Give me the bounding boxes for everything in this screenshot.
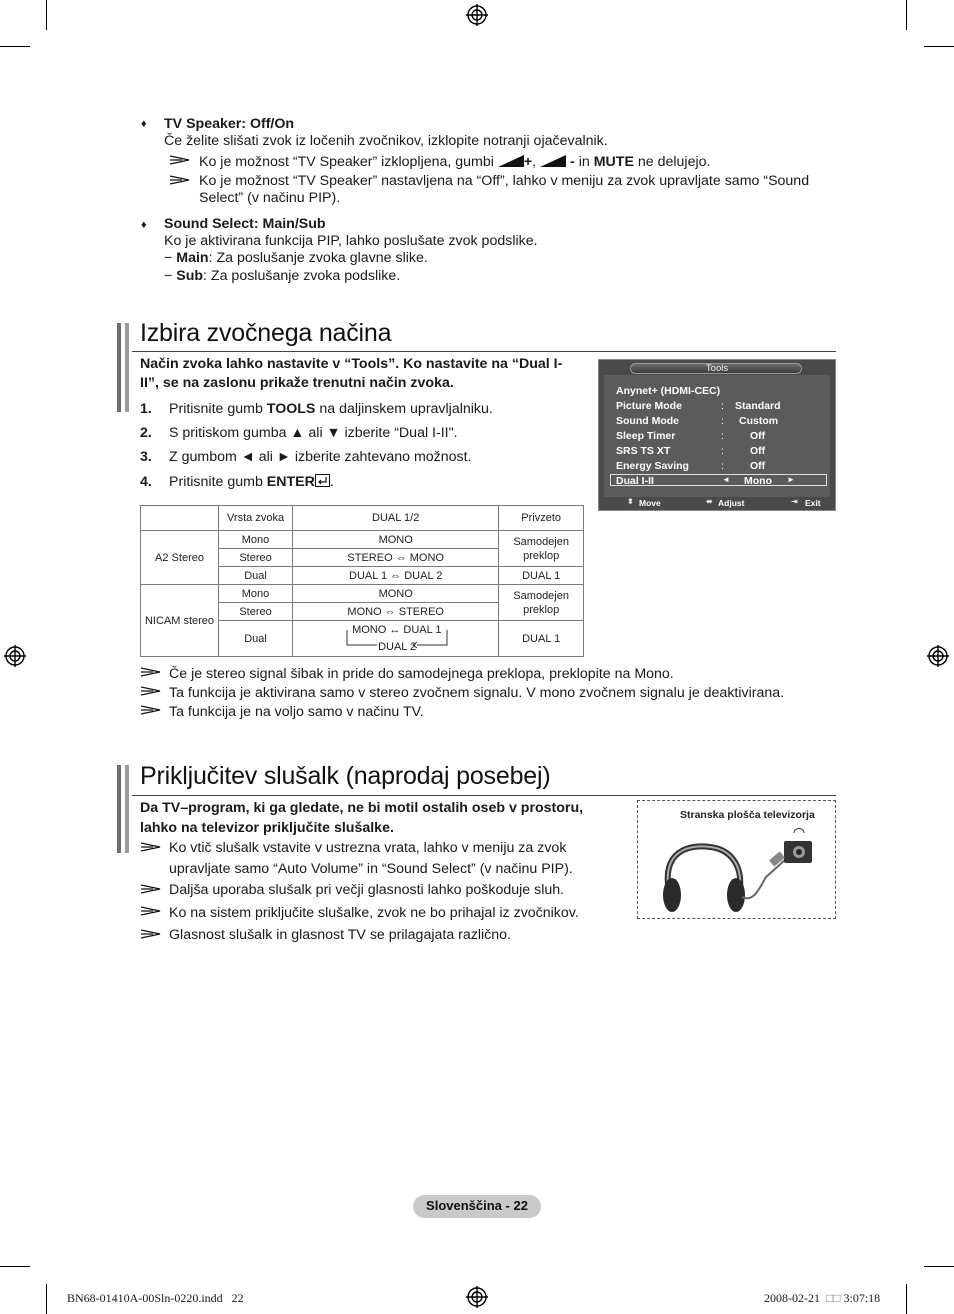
- table-header: DUAL 1/2: [293, 506, 499, 531]
- table-header: Vrsta zvoka: [219, 506, 293, 531]
- note: Če je stereo signal šibak in pride do samodejnega preklopa, preklopite na Mono.: [169, 666, 674, 682]
- table-cell: STEREO ⇔ MONO: [293, 549, 499, 567]
- section-heading: Izbira zvočnega načina: [140, 319, 392, 347]
- step-2: S pritiskom gumba ▲ ali ▼ izberite “Dual I-II".: [169, 425, 458, 441]
- step-number: 1.: [140, 401, 152, 417]
- tools-item-label: Anynet+ (HDMI-CEC): [616, 385, 721, 397]
- section-intro: Da TV–program, ki ga gledate, ne bi motil ostalih oseb v prostoru,: [140, 800, 584, 816]
- figure-caption: Stranska plošča televizorja: [680, 809, 815, 821]
- tv-speaker-desc: Če želite slišati zvok iz ločenih zvočnikov, izklopite notranji ojačevalnik.: [164, 133, 608, 149]
- sound-mode-table: [140, 505, 584, 657]
- tools-menu: [598, 359, 836, 511]
- diamond-bullet-icon: ♦: [141, 219, 147, 231]
- table-cell: Dual: [219, 567, 293, 585]
- main-label: Main: [176, 250, 209, 266]
- dash: −: [164, 250, 173, 266]
- note-arrow-icon: [141, 884, 161, 894]
- note-arrow-icon: [141, 842, 161, 852]
- adjust-label: Adjust: [718, 498, 745, 508]
- page-label: Slovenščina - 22: [426, 1198, 528, 1213]
- crop-mark: [906, 0, 907, 30]
- sound-select-desc: Ko je aktivirana funkcija PIP, lahko poslušate zvok podslike.: [164, 233, 538, 249]
- note-arrow-icon: [141, 705, 161, 715]
- note: Ko vtič slušalk vstavite v ustrezna vrata, lahko v meniju za zvok: [169, 840, 567, 856]
- tools-item-label: Energy Saving: [616, 460, 689, 472]
- section-heading: Priključitev slušalk (naprodaj posebej): [140, 762, 551, 790]
- dual-cycle-top: MONO ↔ DUAL 1: [352, 623, 442, 636]
- note-arrow-icon: [141, 929, 161, 939]
- table-cell: [499, 531, 584, 567]
- colon: :: [721, 460, 724, 472]
- default-text: Samodejen preklop: [513, 589, 569, 616]
- dual-cycle-bottom: DUAL 2: [378, 640, 417, 653]
- diamond-bullet-icon: ♦: [141, 118, 147, 130]
- heading-bar: [117, 323, 121, 412]
- sub-text: : Za poslušanje zvoka podslike.: [203, 268, 401, 284]
- colon: :: [721, 430, 724, 442]
- step-1: [169, 401, 493, 418]
- table-group-label: NICAM stereo: [141, 585, 219, 657]
- note: Ko na sistem priključite slušalke, zvok ne bo prihajal iz zvočnikov.: [169, 905, 579, 921]
- sound-select-sub: [164, 268, 400, 285]
- tv-speaker-note-1: [199, 154, 710, 171]
- in-word: in: [578, 154, 590, 170]
- table-cell: DUAL 1 ⇔ DUAL 2: [293, 567, 499, 585]
- note: Ta funkcija je aktivirana samo v stereo zvočnem signalu. V mono zvočnem signalu je deaktivirana.: [169, 685, 785, 701]
- note-arrow-icon: [141, 667, 161, 677]
- crop-mark: [0, 46, 30, 47]
- registration-mark-icon: [466, 1286, 488, 1308]
- tools-item-label: Dual I-II: [616, 475, 654, 487]
- default-text: Samodejen preklop: [513, 535, 569, 562]
- heading-rule: [132, 795, 836, 796]
- tools-item-label: Sound Mode: [616, 415, 679, 427]
- section-intro: lahko na televizor priključite slušalke.: [140, 820, 394, 836]
- crop-mark: [46, 1284, 47, 1314]
- heading-bar: [125, 765, 129, 853]
- date-glyphs: □□: [826, 1291, 841, 1305]
- table-cell: Stereo: [219, 549, 293, 567]
- heading-bar: [125, 323, 129, 412]
- step-text: Pritisnite gumb: [169, 474, 267, 490]
- note: upravljate samo “Auto Volume” in “Sound Select” (v načinu PIP).: [169, 861, 573, 877]
- print-file-info: BN68-01410A-00Sln-0220.indd 22: [67, 1291, 244, 1305]
- exit-label: Exit: [805, 498, 821, 508]
- left-arrow-icon: ◄: [722, 475, 730, 484]
- note-arrow-icon: [141, 906, 161, 916]
- table-header: Privzeto: [499, 506, 584, 531]
- sound-select-title: Sound Select: Main/Sub: [164, 216, 326, 232]
- note-arrow-icon: [170, 155, 190, 165]
- headphones-icon: [658, 825, 833, 915]
- note-text: Ko je možnost “TV Speaker” izklopljena, gumbi: [199, 154, 494, 170]
- registration-mark-icon: [927, 645, 949, 667]
- sub-label: Sub: [176, 268, 204, 284]
- heading-bar: [117, 765, 121, 853]
- crop-mark: [924, 1266, 954, 1267]
- crop-mark: [46, 0, 47, 30]
- tools-item-value: Mono: [744, 475, 772, 487]
- date: 2008-02-21: [764, 1291, 820, 1305]
- time: 3:07:18: [843, 1291, 881, 1305]
- tv-speaker-note-2b: Select” (v načinu PIP).: [199, 190, 341, 206]
- registration-mark-icon: [4, 645, 26, 667]
- note: Ta funkcija je na voljo samo v načinu TV.: [169, 704, 424, 720]
- tools-item-value: Custom: [739, 415, 779, 427]
- tools-item-label: SRS TS XT: [616, 445, 671, 457]
- note-text-end: ne delujejo.: [637, 154, 711, 170]
- tools-item-value: Off: [750, 460, 766, 472]
- table-group-label: A2 Stereo: [141, 531, 219, 585]
- minus-label: -: [570, 154, 575, 170]
- exit-icon: ⇥: [791, 497, 798, 506]
- crop-mark: [0, 1266, 30, 1267]
- tv-speaker-note-2a: Ko je možnost “TV Speaker” nastavljena na “Off”, lahko v meniju za zvok upravljate samo “Sound: [199, 173, 810, 189]
- step-number: 3.: [140, 449, 152, 465]
- headphone-figure: [637, 800, 836, 919]
- step-3: Z gumbom ◄ ali ► izberite zahtevano možnost.: [169, 449, 472, 465]
- tools-item-value: Off: [750, 430, 766, 442]
- table-cell: MONO ⇔ STEREO: [293, 603, 499, 621]
- table-cell: Mono: [219, 585, 293, 603]
- step-number: 2.: [140, 425, 152, 441]
- table-cell: DUAL 1: [499, 567, 584, 585]
- table-cell: MONO: [293, 585, 499, 603]
- table-cell: [499, 585, 584, 621]
- dual-cycle: [293, 622, 498, 656]
- note: Glasnost slušalk in glasnost TV se prilagajata različno.: [169, 927, 511, 943]
- dash: −: [164, 268, 173, 284]
- section-intro: II”, se na zaslonu prikaže trenutni način zvoka.: [140, 375, 454, 391]
- move-icon: ⬍: [627, 497, 634, 506]
- sound-select-main: [164, 250, 428, 267]
- table-cell: MONO: [293, 531, 499, 549]
- right-arrow-icon: ►: [787, 475, 795, 484]
- tools-key: TOOLS: [266, 401, 316, 417]
- tools-title: Tools: [705, 363, 729, 374]
- table-cell: [293, 621, 499, 657]
- table-cell: Dual: [219, 621, 293, 657]
- enter-icon: [315, 474, 330, 487]
- tools-item-label: Picture Mode: [616, 400, 682, 412]
- tv-speaker-title: TV Speaker: Off/On: [164, 116, 295, 132]
- separator: ,: [532, 154, 537, 170]
- mute-label: MUTE: [593, 154, 634, 170]
- step-number: 4.: [140, 474, 152, 490]
- table-cell: Stereo: [219, 603, 293, 621]
- adjust-icon: ⬌: [706, 497, 713, 506]
- crop-mark: [906, 1284, 907, 1314]
- colon: :: [721, 400, 724, 412]
- volume-down-icon: [540, 155, 566, 167]
- step-text: .: [329, 474, 334, 490]
- note-arrow-icon: [170, 175, 190, 185]
- plus-label: +: [523, 154, 533, 170]
- volume-up-icon: [498, 155, 524, 167]
- step-4: [169, 474, 334, 491]
- cycle-arrow-icon: [345, 628, 453, 650]
- print-date: [764, 1291, 880, 1306]
- enter-key: ENTER: [266, 474, 315, 490]
- heading-rule: [132, 351, 836, 352]
- table-cell: DUAL 1: [499, 621, 584, 657]
- note-arrow-icon: [141, 686, 161, 696]
- tools-item-label: Sleep Timer: [616, 430, 676, 442]
- tools-item-value: Off: [750, 445, 766, 457]
- step-text: Pritisnite gumb: [169, 401, 267, 417]
- registration-mark-icon: [466, 4, 488, 26]
- note: Daljša uporaba slušalk pri večji glasnosti lahko poškoduje sluh.: [169, 882, 565, 898]
- table-cell: Mono: [219, 531, 293, 549]
- step-text: na daljinskem upravljalniku.: [315, 401, 493, 417]
- colon: :: [721, 445, 724, 457]
- main-text: : Za poslušanje zvoka glavne slike.: [208, 250, 428, 266]
- move-label: Move: [639, 498, 661, 508]
- tools-item-value: Standard: [735, 400, 781, 412]
- table-corner-cell: [141, 506, 219, 531]
- section-intro: Način zvoka lahko nastavite v “Tools”. Ko nastavite na “Dual I-: [140, 356, 563, 372]
- crop-mark: [924, 46, 954, 47]
- colon: :: [721, 415, 724, 427]
